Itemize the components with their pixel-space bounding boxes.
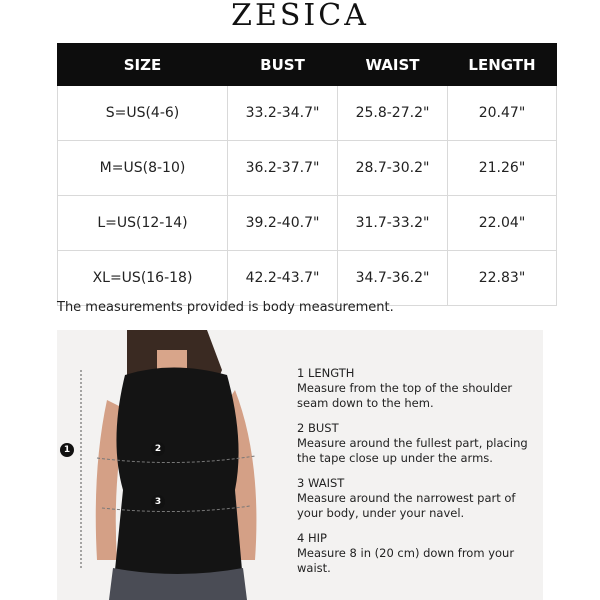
instruction-title: 3 WAIST [297,476,345,490]
instruction-hip [297,531,537,576]
bust-cell: 42.2-43.7" [228,251,338,306]
header-size: SIZE [58,44,228,86]
length-cell: 21.26" [448,141,557,196]
instruction-length [297,366,537,411]
bust-cell: 33.2-34.7" [228,86,338,141]
bust-cell: 36.2-37.7" [228,141,338,196]
instruction-title: 4 HIP [297,531,327,545]
size-cell: S=US(4-6) [58,86,228,141]
instruction-waist [297,476,537,521]
instruction-text: Measure around the fullest part, placing the tape close up under the arms. [297,436,528,465]
measurement-guide-panel [57,330,543,600]
instruction-bust [297,421,537,466]
instruction-title: 1 LENGTH [297,366,355,380]
waist-cell: 34.7-36.2" [338,251,448,306]
table-row [58,141,557,196]
length-cell: 20.47" [448,86,557,141]
instruction-text: Measure around the narrowest part of your body, under your navel. [297,491,516,520]
measurement-instructions [297,366,537,586]
waist-cell: 31.7-33.2" [338,196,448,251]
size-cell: L=US(12-14) [58,196,228,251]
marker-waist: 3 [151,495,165,509]
model-photo [57,330,297,600]
table-row [58,86,557,141]
measurement-note: The measurements provided is body measurement. [57,300,394,315]
table-header-row [58,44,557,86]
length-cell: 22.04" [448,196,557,251]
instruction-text: Measure from the top of the shoulder seam down to the hem. [297,381,513,410]
waist-cell: 25.8-27.2" [338,86,448,141]
instruction-title: 2 BUST [297,421,339,435]
marker-length: 1 [60,443,74,457]
brand-logo: ZESICA [231,0,369,33]
table-row [58,251,557,306]
size-cell: M=US(8-10) [58,141,228,196]
header-length: LENGTH [448,44,557,86]
waist-cell: 28.7-30.2" [338,141,448,196]
table-row [58,196,557,251]
header-waist: WAIST [338,44,448,86]
instruction-text: Measure 8 in (20 cm) down from your waist. [297,546,515,575]
size-chart-table [57,43,557,306]
size-cell: XL=US(16-18) [58,251,228,306]
marker-bust: 2 [151,442,165,456]
bust-cell: 39.2-40.7" [228,196,338,251]
length-cell: 22.83" [448,251,557,306]
header-bust: BUST [228,44,338,86]
